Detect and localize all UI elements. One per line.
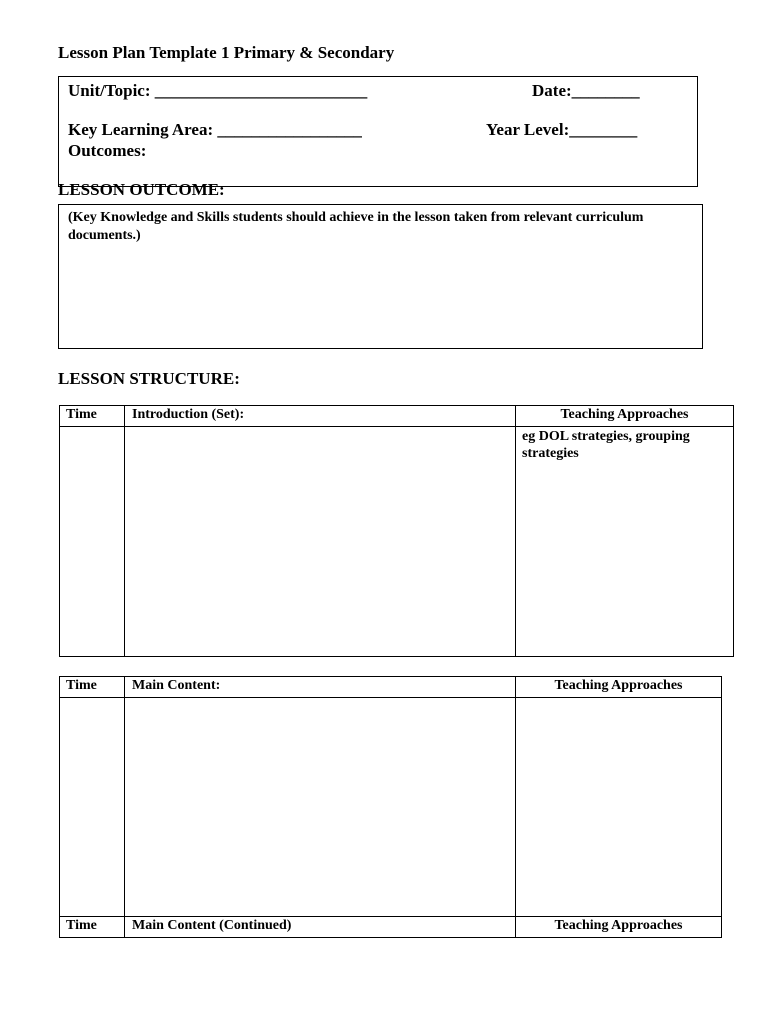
teaching-approaches-header: Teaching Approaches — [516, 677, 722, 698]
lesson-outcome-heading: LESSON OUTCOME: — [58, 180, 225, 199]
main-content-continued-header: Main Content (Continued) — [125, 917, 516, 938]
main-content-cell — [125, 698, 516, 917]
time-header: Time — [60, 677, 125, 698]
main-content-table — [59, 676, 722, 938]
main-content-header-row — [60, 677, 722, 698]
document-title: Lesson Plan Template 1 Primary & Secondary — [58, 43, 395, 62]
lesson-outcome-box — [58, 204, 703, 349]
time-header: Time — [60, 406, 125, 427]
key-learning-area-field: Key Learning Area: _________________ — [68, 120, 362, 139]
time-header: Time — [60, 917, 125, 938]
teaching-approaches-header: Teaching Approaches — [516, 917, 722, 938]
lesson-outcome-instructions: (Key Knowledge and Skills students should achieve in the lesson taken from relevant curriculum documents.) — [68, 210, 644, 243]
unit-topic-field: Unit/Topic: _________________________ — [68, 81, 368, 100]
main-content-continued-header-row — [60, 917, 722, 938]
lesson-structure-heading: LESSON STRUCTURE: — [58, 369, 240, 388]
teaching-approaches-note: eg DOL strategies, grouping strategies — [516, 427, 734, 657]
introduction-content-cell — [125, 427, 516, 657]
introduction-body-row — [60, 427, 734, 657]
main-content-header: Main Content: — [125, 677, 516, 698]
date-field: Date:________ — [532, 81, 640, 100]
main-content-approaches-cell — [516, 698, 722, 917]
main-content-body-row — [60, 698, 722, 917]
introduction-time-cell — [60, 427, 125, 657]
main-content-time-cell — [60, 698, 125, 917]
lesson-info-box — [58, 76, 698, 187]
year-level-field: Year Level:________ — [486, 120, 638, 139]
introduction-header-row — [60, 406, 734, 427]
introduction-header: Introduction (Set): — [125, 406, 516, 427]
teaching-approaches-header: Teaching Approaches — [516, 406, 734, 427]
outcomes-label: Outcomes: — [68, 141, 147, 160]
introduction-table — [59, 405, 734, 657]
